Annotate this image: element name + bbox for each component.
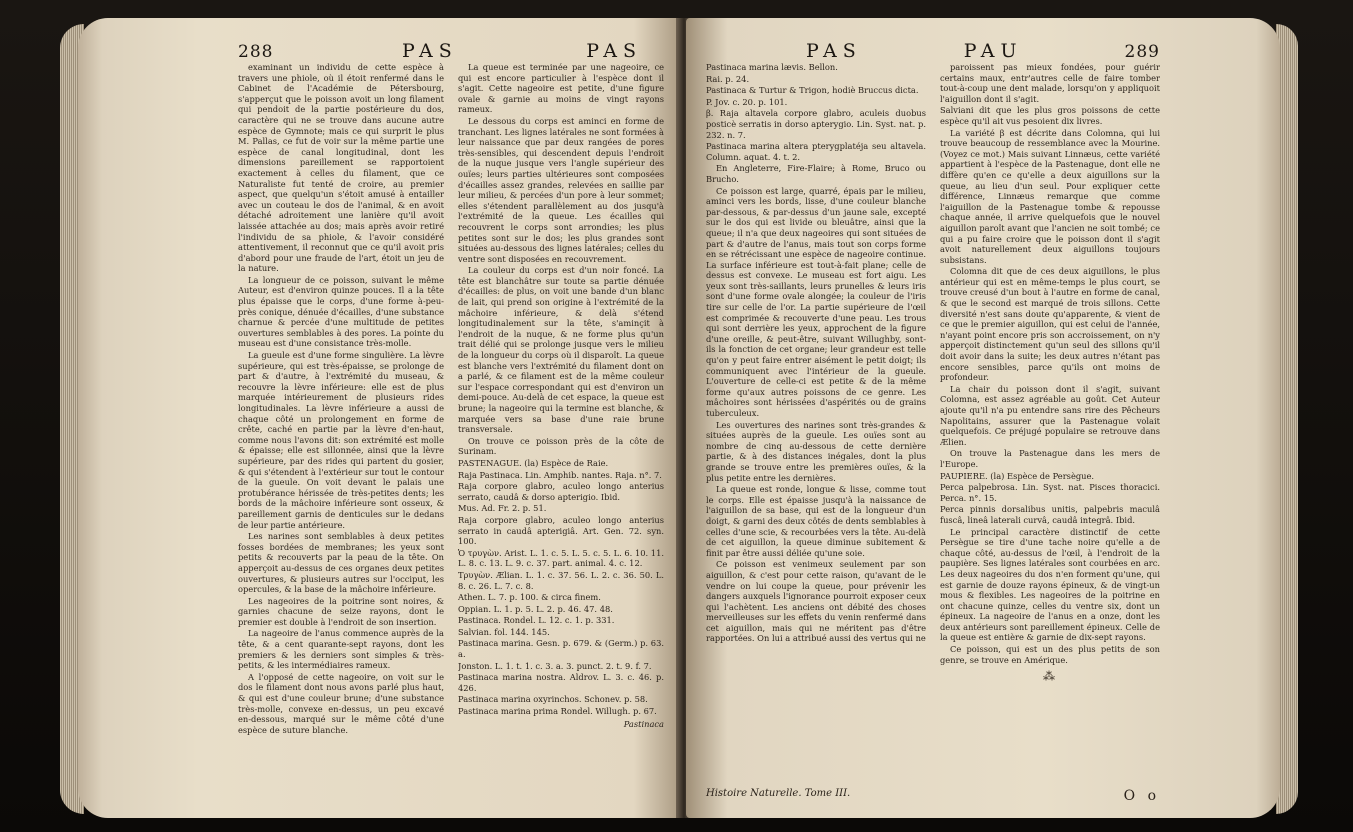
- left_page-col1-paragraph: La longueur de ce poisson, suivant le même Auteur, est d'environ quinze pouces. Il a la tête plus épaisse que le corps, d'une forme à-peu-près conique, dénuée d'écailles, d'une substance charnue & percée d'une multitude de petites ouvertures semblables à des pores. La pointe du museau est d'une consistance très-molle.: [238, 274, 444, 349]
- right_page-col2-paragraph: Salviani dit que les plus gros poissons de cette espèce qu'il ait vus pesoient dix livres.: [940, 105, 1160, 126]
- right-page-number: 289: [1124, 42, 1160, 62]
- left-running-head: [78, 40, 682, 62]
- right_page-col2-paragraph: Colomna dit que de ces deux aiguillons, le plus antérieur qui est en même-temps le plus court, se trouve creusé d'un bout à l'autre en forme de canal, & que le second est marqué de trois sillons. Cette diversité n'est sans doute qu'apparente, & vient de ce que le premier aiguillon, qui est celui de l'année, n'ayant point encore pris son accroissement, on n'y apperçoit distinctement qu'un seul des sillons qu'il doit avoir dans la suite; les deux autres n'étant pas encore sensibles, parce qu'ils ont moins de profondeur.: [940, 266, 1160, 383]
- left_page-col1-paragraph: examinant un individu de cette espèce à travers une phiole, où il étoit renfermé dans le Cabinet de l'Académie de Pétersbourg, s'apperçut que le poisson avoit un long filament qui pendoit de la partie postérieure du dos, caractère qui ne se trouve dans aucune autre espèce de Gymnote; mais ce qui surprit le plus M. Pallas, ce fut de voir sur la même partie une espèce de canal longitudinal, dont les dimensions pareillement se rapportoient exactement à celles du filament, que ce Naturaliste fut tenté de croire, au premier aspect, que quelqu'un s'étoit amusé à entailler avec un couteau le dos de l'animal, & en avoit détaché adroitement une lanière qu'il avoit laissée attachée au dos; mais après avoir retiré l'individu de sa phiole, & l'avoir considéré attentivement, il reconnut que ce qu'il avoit pris d'abord pour une fraude de l'art, étoit un jeu de la nature.: [238, 62, 444, 274]
- right_page-col1-paragraph: Pastinaca marina lævis. Bellon.: [706, 62, 838, 72]
- left_page-col2-paragraph: Pastinaca. Rondel. L. 12. c. 1. p. 331.: [458, 615, 615, 626]
- right_page-col2-paragraph: PAUPIERE. (la) Espèce de Persègue.: [940, 470, 1095, 481]
- left-column-1: [238, 62, 444, 798]
- left_page-col2-paragraph: Pastinaca marina nostra. Aldrov. L. 3. c. 46. p. 426.: [458, 672, 664, 693]
- left_page-col2-paragraph: Τρυγὼν. Ælian. L. 1. c. 37. 56. L. 2. c. 36. 50. L. 8. c. 26. L. 7. c. 8.: [458, 569, 664, 591]
- book-title-footer: Histoire Naturelle. Tome III.: [706, 788, 851, 799]
- left_page-col2-paragraph: Raja corpore glabro, aculeo longo anterius serrato, caudâ & dorso apterigio. Ibid.: [458, 481, 664, 502]
- right_page-col1-paragraph: P. Jov. c. 20. p. 101.: [706, 96, 788, 107]
- right_page-col2-paragraph: On trouve la Pastenague dans les mers de l'Europe.: [940, 448, 1160, 469]
- right_page-col1-paragraph: La queue est ronde, longue & lisse, comme tout le corps. Elle est épaisse jusqu'à la naissance de l'aiguillon de sa base, qui est de la longueur d'un doigt, & garni des deux côtés de dents semblables à celles d'une scie, & recourbées vers la tête. Au-delà de cet aiguillon, la queue diminue subitement & finit par être aussi déliée qu'une soie.: [706, 484, 926, 558]
- left_page-col1-paragraph: Les narines sont semblables à deux petites fosses bordées de membranes; les yeux sont petits & recouverts par la peau de la tête. On apperçoit au-dessus de ces organes deux petites ouvertures, & plusieurs autres sur l'occiput, les opercules, & la base de la mâchoire inférieure.: [238, 531, 444, 595]
- left_page-col2-paragraph: Raja corpore glabro, aculeo longo anterius serrato in caudâ apterigiâ. Art. Gen. 72. syn. 100.: [458, 514, 664, 547]
- right_page-col2-paragraph: Perca palpebrosa. Lin. Syst. nat. Pisces thoracici. Perca. n°. 15.: [940, 482, 1160, 503]
- right_page-col1-paragraph: Rai. p. 24.: [706, 73, 750, 84]
- left-running-title-2: PAS: [586, 40, 642, 62]
- left_page-col1-paragraph: La nageoire de l'anus commence auprès de la tête, & a cent quarante-sept rayons, dont les premiers & les derniers sont simples & très-petits, & les intermédiaires rameux.: [238, 628, 444, 671]
- end-ornament: ⁂: [1043, 669, 1057, 684]
- left_page-col2-paragraph: La couleur du corps est d'un noir foncé. La tête est blanchâtre sur toute sa partie dénuée d'écailles: de plus, on voit une bande d'un blanc de lait, qui prend son origine à l'extrémité de la mâchoire inférieure, & delà s'étend longitudinalement sur la tête, s'aminçit à l'endroit de la nuque, & ne forme plus qu'un trait délié qui se prolonge jusque vers le milieu de la longueur du corps où il disparoît. La queue est blanche vers l'extrémité du filament dont on a parlé, & ce filament est de la même couleur sur l'espace correspondant qui est d'environ un demi-pouce. Au-delà de cet espace, la queue est brune; la nageoire qui la termine est blanche, & marquée vers sa base d'une raie brune transversale.: [458, 265, 664, 435]
- right-page-footer: [706, 788, 1160, 804]
- left_page-col2-paragraph: Salvian. fol. 144. 145.: [458, 626, 550, 637]
- right-page: [686, 18, 1280, 818]
- right-running-title-2: PAU: [963, 40, 1023, 62]
- right_page-col2-paragraph: Ce poisson, qui est un des plus petits de son genre, se trouve en Amérique.: [940, 644, 1160, 665]
- right_page-col2-paragraph: La variété β est décrite dans Colomna, qui lui trouve beaucoup de ressemblance avec la Mourine. (Voyez ce mot.) Mais suivant Linnæus, cette variété appartient à l'espèce de la Pastenague, dont elle ne diffère qu'en ce qu'elle a deux aiguillons sur la queue, au lieu d'un seul. Pour expliquer cette différence, Linnæus remarque que comme l'aiguillon de la Pastenague tombe & repousse chaque année, il arrive quelquefois que le nouvel aiguillon paroît avant que l'ancien ne soit tombé; ce qui a pu faire croire que le poisson dont il s'agit avoit naturellement deux aiguillons toujours subsistans.: [940, 127, 1160, 265]
- right_page-col1-paragraph: Ce poisson est large, quarré, épais par le milieu, aminci vers les bords, lisse, d'une couleur blanche par-dessous, & par-dessus d'un jaune sale, excepté sur le dos qui est livide ou bleuâtre, ainsi que la queue; il n'a que deux nageoires qui sont situées de part & d'autre de l'anus, mais tout son corps forme en se rétrécissant une espèce de nageoire continue. La surface inférieure est tout-à-fait plane; celle de dessus est convexe. Le museau est fort aigu. Les yeux sont très-saillants, leurs prunelles & leurs iris sont d'une forme ovale alongée; la couleur de l'iris tire sur celle de l'or. La partie supérieure de l'œil est comprimée & recouverte d'une peau. Les trous qui sont derrière les yeux, approchent de la figure d'une oreille, & peut-être, suivant Willughby, sont-ils la fonction de cet organe; leur grandeur est telle qu'on y peut faire entrer aisément le petit doigt; ils communiquent avec l'intérieur de la gueule. L'ouverture de celle-ci est petite & de la même forme qu'aux autres poissons de ce genre. Les mâchoires sont hérissées d'aspérités ou de grains tuberculeux.: [706, 185, 926, 418]
- left_page-col2-paragraph: Le dessous du corps est aminci en forme de tranchant. Les lignes latérales ne sont formées à leur naissance que par deux rangées de pores très-sensibles, qui descendent depuis l'endroit de la nuque jusque vers l'angle supérieur des ouïes; leurs parties ultérieures sont composées d'écailles assez grandes, relevées en saillie par leur milieu, & percées d'un pore à leur sommet; elles s'étendent parallèlement au dos jusqu'à l'extrémité de la queue. Les écailles qui recouvrent le corps sont arrondies; les plus petites sont sur le dos; les plus grandes sont situées au-dessous des lignes latérales; celles du ventre sont disposées en recouvrement.: [458, 115, 664, 264]
- left_page-col2-paragraph: Athen. L. 7. p. 100. & circa finem.: [458, 592, 601, 603]
- right_page-col1-paragraph: Ce poisson est venimeux seulement par son aiguillon, & c'est pour cette raison, qu'avant de le vendre on lui coupe la queue, pour prévenir les dangers auxquels l'ignorance pourroit exposer ceux qui l'achètent. Les anciens ont débité des choses merveilleuses sur les effets du venin renfermé dans cet aiguillon, mais qui ne méritent pas d'être rapportées. On lui a attribué aussi des vertus qui ne: [706, 559, 926, 644]
- right-running-head: [686, 40, 1280, 62]
- right_page-col1-paragraph: Les ouvertures des narines sont très-grandes & situées auprès de la gueule. Les ouïes sont au nombre de cinq au-dessous de cette dernière partie, & à des distances inégales, dont la plus grande se trouve entre les premières ouïes, & la plus petite entre les dernières.: [706, 419, 926, 483]
- left_page-col2-paragraph: On trouve ce poisson près de la côte de Surinam.: [458, 435, 664, 457]
- right-columns: [706, 62, 1160, 798]
- left_page-col1-paragraph: Les nageoires de la poitrine sont noires, & garnies chacune de seize rayons, dont le premier est double à l'endroit de son insertion.: [238, 595, 444, 627]
- right-running-title-1: PAS: [806, 40, 862, 62]
- left_page-col2-paragraph: Pastinaca marina prima Rondel. Willugh. p. 67.: [458, 706, 657, 717]
- right_page-col2-paragraph: Le principal caractère distinctif de cette Persègue se tire d'une tache noire qu'elle a de chaque côté, au-dessus de l'œil, à l'endroit de la paupière. Ses lignes latérales sont courbées en arc. Les deux nageoires du dos n'en forment qu'une, qui est garnie de douze rayons épineux, & de vingt-un mous & flexibles. Les nageoires de la poitrine en ont chacune quinze, celles du ventre six, dont un épineux. La nageoire de l'anus en a onze, dont les deux antérieurs sont pareillement épineux. Celle de la queue est entière & garnie de dix-sept rayons.: [940, 526, 1160, 643]
- left_page-col2-paragraph: Pastinaca marina. Gesn. p. 679. & (Germ.) p. 63. a.: [458, 638, 664, 660]
- right_page-col2-paragraph: Perca pinnis dorsalibus unitis, palpebris maculâ fuscâ, lineâ laterali curvâ, caudâ integrâ. Ibid.: [940, 504, 1160, 525]
- left_page-col1-paragraph: A l'opposé de cette nageoire, on voit sur le dos le filament dont nous avons parlé plus haut, & qui est d'une couleur brune; d'une substance très-molle, convexe en-dessus, un peu excavé en-dessous, marqué sur le même côté d'une espèce de suture blanche.: [238, 671, 444, 735]
- left-page: [78, 18, 682, 818]
- right-column-1: [706, 62, 926, 798]
- left_page-col2-paragraph: Ὁ τρυγὼν. Arist. L. 1. c. 5. L. 5. c. 5. L. 6. 10. 11. L. 8. c. 13. L. 9. c. 37. part. animal. 4. c. 12.: [458, 547, 664, 569]
- left-column-2: [458, 62, 664, 798]
- right_page-col1-paragraph: En Angleterre, Fire-Flaire; à Rome, Bruco ou Brucho.: [706, 163, 926, 184]
- right_page-col1-paragraph: Pastinaca marina altera pterygplatéja seu altavela. Column. aquat. 4. t. 2.: [706, 141, 926, 162]
- right_page-col2-paragraph: paroissent pas mieux fondées, pour guérir certains maux, entr'autres celle de faire tomber tout-à-coup une dent malade, lorsqu'on y appliquoit l'aiguillon dont il s'agit.: [940, 62, 1160, 104]
- left_page-col1-paragraph: La gueule est d'une forme singulière. La lèvre supérieure, qui est très-épaisse, se prolonge de part & d'autre, à l'extrémité du museau, & recouvre la lèvre inférieure: elle est de plus marquée intérieurement de plusieurs rides longitudinales. La lèvre inférieure a aussi de chaque côté un prolongement en forme de crête, caché en partie par la lèvre d'en-haut, comme nous l'avons dit: son extrémité est molle & épaisse; elle est sillonnée, ainsi que la lèvre supérieure, par des rides qui partent du gosier, & qui s'étendent à l'extérieur sur tout le contour de la gueule. On voit devant le palais une protubérance hérissée de très-petites dents; les bords de la mâchoire inférieure sont osseux, & pareillement garnis de denticules sur le dedans de leur partie antérieure.: [238, 350, 444, 530]
- left_page-col2-paragraph: Jonston. L. 1. t. 1. c. 3. a. 3. punct. 2. t. 9. f. 7.: [458, 660, 652, 671]
- left-running-title-1: PAS: [401, 40, 458, 62]
- left_page-col2-paragraph: La queue est terminée par une nageoire, ce qui est encore particulier à l'espèce dont il s'agit. Cette nageoire est petite, d'une figure ovale & garnie au moins de vingt rayons rameux.: [458, 62, 664, 115]
- left_page-col2-paragraph: Raja Pastinaca. Lin. Amphib. nantes. Raja. n°. 7.: [458, 469, 662, 480]
- right_page-col2-paragraph: La chair du poisson dont il s'agit, suivant Colomna, est assez agréable au goût. Cet Auteur ajoute qu'il n'a pu entendre sans rire des Pêcheurs Napolitains, assurer que la Pastenague volait quelquefois. Ce préjugé populaire se retrouve dans Ælien.: [940, 383, 1160, 447]
- left_page-col2-paragraph: PASTENAGUE. (la) Espèce de Raie.: [458, 457, 609, 468]
- left_page-col2-paragraph: Pastinaca marina oxyrinchos. Schonev. p. 58.: [458, 694, 648, 705]
- left-columns: [238, 62, 664, 798]
- right_page-col1-paragraph: Pastinaca & Turtur & Trigon, hodiè Bruccus dicta.: [706, 85, 919, 96]
- left_page-col2-paragraph: Mus. Ad. Fr. 2. p. 51.: [458, 503, 547, 514]
- right-column-2: [940, 62, 1160, 798]
- catchword: Pastinaca: [623, 718, 664, 729]
- signature-mark: O o: [1123, 788, 1160, 804]
- left-page-number: 288: [238, 42, 274, 62]
- right_page-col1-paragraph: β. Raja altavela corpore glabro, aculeis duobus posticè serratis in dorso apterygio. Lin. Syst. nat. p. 232. n. 7.: [706, 108, 926, 140]
- left_page-col2-paragraph: Oppian. L. 1. p. 5. L. 2. p. 46. 47. 48.: [458, 603, 613, 614]
